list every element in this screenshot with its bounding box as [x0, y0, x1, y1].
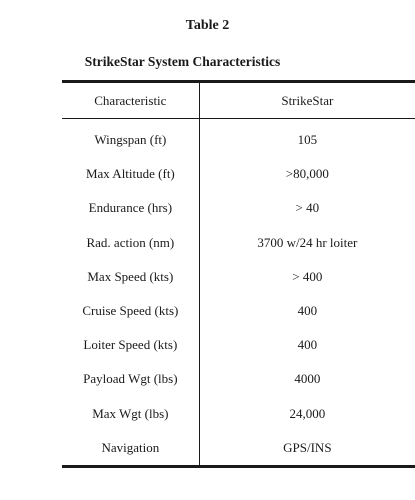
row-value: GPS/INS	[199, 431, 415, 467]
table-row	[62, 226, 415, 260]
row-label: Wingspan (ft)	[62, 119, 199, 158]
row-label: Payload Wgt (lbs)	[62, 362, 199, 396]
column-header-strikestar: StrikeStar	[199, 82, 415, 119]
row-value: 400	[297, 303, 318, 319]
row-label: Cruise Speed (kts)	[62, 294, 199, 328]
table-title: StrikeStar System Characteristics	[84, 54, 281, 69]
table-row	[62, 328, 415, 362]
row-value: >80,000	[285, 166, 329, 182]
row-value: 3700 w/24 hr loiter	[257, 234, 358, 250]
row-label: Navigation	[62, 431, 199, 467]
table-row	[62, 294, 415, 328]
column-header-characteristic: Characteristic	[62, 82, 199, 119]
table-row	[62, 431, 415, 467]
table-number: Table 2	[185, 18, 230, 33]
characteristics-table	[62, 80, 415, 468]
row-label: Max Wgt (lbs)	[62, 397, 199, 431]
table-row	[62, 157, 415, 191]
table-row	[62, 362, 415, 396]
row-value: 105	[297, 132, 318, 148]
table-header-row	[62, 82, 415, 119]
row-value: > 40	[295, 200, 320, 216]
row-value: 400	[297, 337, 318, 353]
table-row	[62, 191, 415, 225]
row-label: Max Speed (kts)	[62, 260, 199, 294]
table-row	[62, 397, 415, 431]
row-label: Endurance (hrs)	[62, 191, 199, 225]
table-row	[62, 119, 415, 158]
row-label: Max Altitude (ft)	[62, 157, 199, 191]
table-row	[62, 260, 415, 294]
row-value: 4000	[294, 371, 321, 387]
row-value: 24,000	[289, 405, 326, 421]
row-label: Rad. action (nm)	[62, 226, 199, 260]
row-value: > 400	[292, 268, 323, 284]
row-label: Loiter Speed (kts)	[62, 328, 199, 362]
